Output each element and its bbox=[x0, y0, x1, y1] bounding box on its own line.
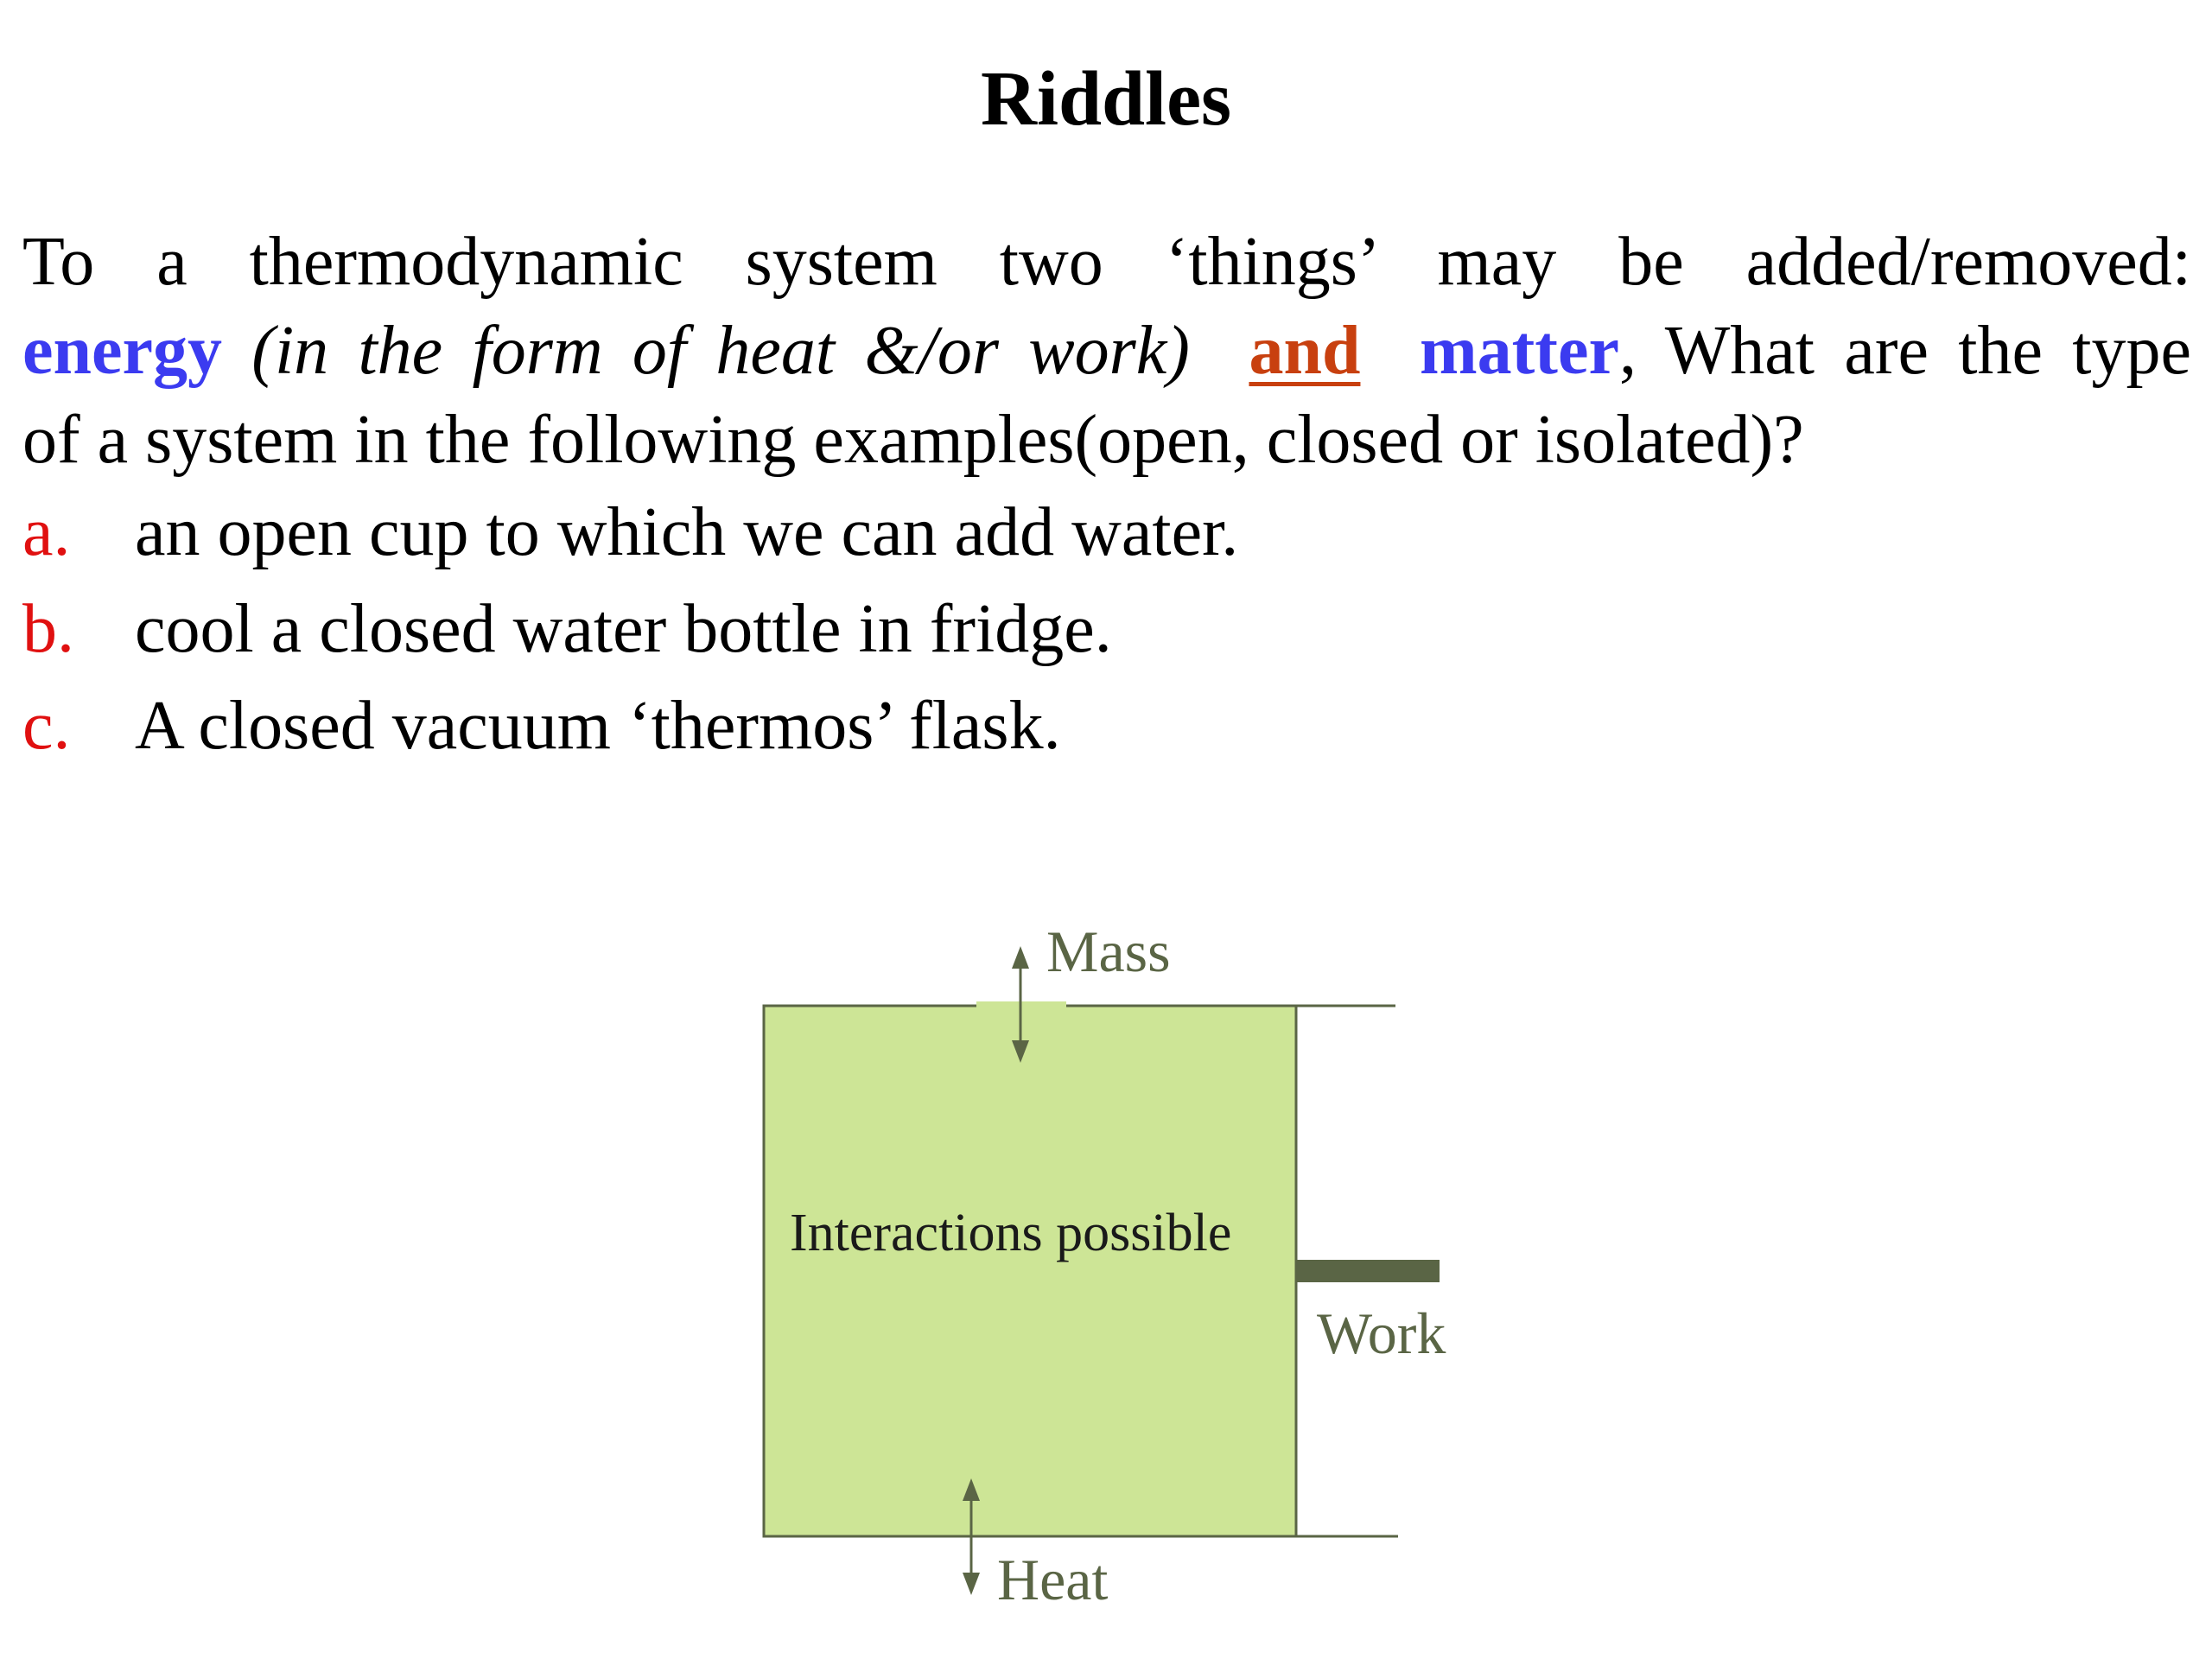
matter-term: matter bbox=[1420, 313, 1619, 389]
option-letter: c. bbox=[22, 688, 71, 764]
heat-label: Heat bbox=[997, 1547, 1109, 1612]
system-box bbox=[764, 1006, 1296, 1536]
energy-form-note: (in the form of heat &/or work) bbox=[251, 313, 1190, 389]
and-word: and bbox=[1249, 313, 1361, 389]
work-label: Work bbox=[1317, 1300, 1446, 1366]
work-rod bbox=[1296, 1260, 1440, 1282]
option-text: cool a closed water bottle in fridge. bbox=[135, 591, 1112, 667]
option-text: an open cup to which we can add water. bbox=[135, 494, 1239, 570]
intro-line-1: To a thermodynamic system two ‘things’ may be added/removed: bbox=[22, 224, 2191, 300]
option-letter: a. bbox=[22, 494, 71, 570]
slide-title: Riddles bbox=[980, 56, 1232, 142]
option-text: A closed vacuum ‘thermos’ flask. bbox=[135, 688, 1061, 764]
intro-line-3: of a system in the following examples(open, closed or isolated)? bbox=[22, 402, 1804, 478]
intro-line-2-rest: , What are the type bbox=[1618, 313, 2191, 389]
option-letter: b. bbox=[22, 591, 74, 667]
interactions-label: Interactions possible bbox=[790, 1204, 1232, 1262]
mass-label: Mass bbox=[1046, 918, 1171, 984]
energy-term: energy bbox=[22, 313, 223, 389]
